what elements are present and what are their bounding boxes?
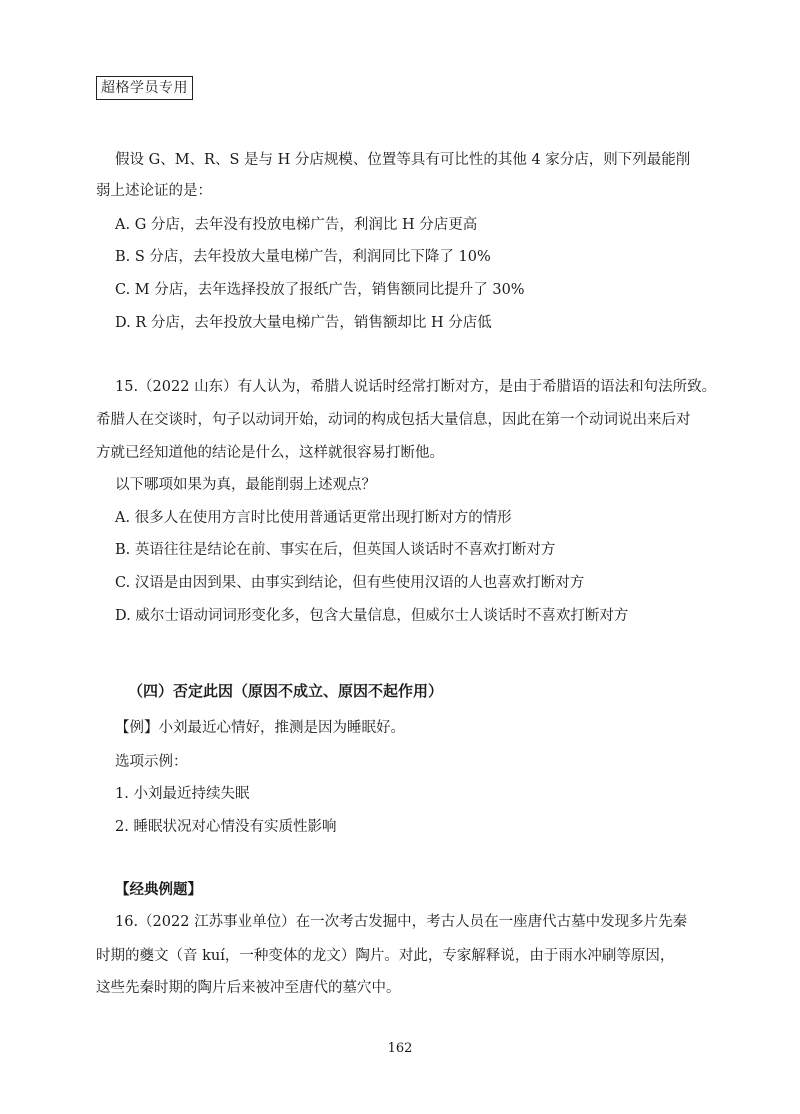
section-heading: （四）否定此因（原因不成立、原因不起作用） [128,682,444,700]
q14-option-a: A. G 分店，去年没有投放电梯广告，利润比 H 分店更高 [115,217,478,233]
q15-option-d: D. 威尔士语动词词形变化多，包含大量信息，但威尔士人谈话时不喜欢打断对方 [115,608,629,624]
q14-option-b: B. S 分店，去年投放大量电梯广告，利润同比下降了 10% [115,249,491,265]
q15-option-c: C. 汉语是由因到果、由事实到结论，但有些使用汉语的人也喜欢打断对方 [115,575,585,591]
q16-stem-line-2: 时期的夔文（音 kuí，一种变体的龙文）陶片。对此，专家解释说，由于雨水冲刷等原因， [96,948,675,964]
q14-stem-line-2: 弱上述论证的是： [96,183,212,199]
q16-stem-line-1: 16.（2022 江苏事业单位）在一次考古发掘中，考古人员在一座唐代古墓中发现多片先秦 [115,914,688,930]
q16-stem-line-3: 这些先秦时期的陶片后来被冲至唐代的墓穴中。 [96,980,401,996]
q14-option-d: D. R 分店，去年投放大量电梯广告，销售额却比 H 分店低 [115,315,492,331]
q14-stem-line-1: 假设 G、M、R、S 是与 H 分店规模、位置等具有可比性的其他 4 家分店，则下列最能削 [115,152,691,168]
example-option-2: 2. 睡眠状况对心情没有实质性影响 [115,819,337,835]
q15-option-b: B. 英语往往是结论在前、事实在后，但英国人谈话时不喜欢打断对方 [115,542,556,558]
q15-option-a: A. 很多人在使用方言时比使用普通话更常出现打断对方的情形 [115,510,512,526]
q15-question: 以下哪项如果为真，最能削弱上述观点？ [115,477,376,493]
header-label-box: 超格学员专用 [96,76,193,100]
classic-heading: 【经典例题】 [115,881,202,898]
q15-stem-line-1: 15.（2022 山东）有人认为，希腊人说话时经常打断对方，是由于希腊语的语法和句法所致。 [115,379,717,395]
example-option-1: 1. 小刘最近持续失眠 [115,786,250,802]
section-example: 【例】小刘最近心情好，推测是因为睡眠好。 [115,720,405,736]
q14-option-c: C. M 分店，去年选择投放了报纸广告，销售额同比提升了 30% [115,282,525,298]
q15-stem-line-2: 希腊人在交谈时，句子以动词开始，动词的构成包括大量信息，因此在第一个动词说出来后对 [96,412,691,428]
options-label: 选项示例： [115,754,188,770]
q15-stem-line-3: 方就已经知道他的结论是什么，这样就很容易打断他。 [96,445,444,461]
page-number: 162 [387,1041,413,1056]
